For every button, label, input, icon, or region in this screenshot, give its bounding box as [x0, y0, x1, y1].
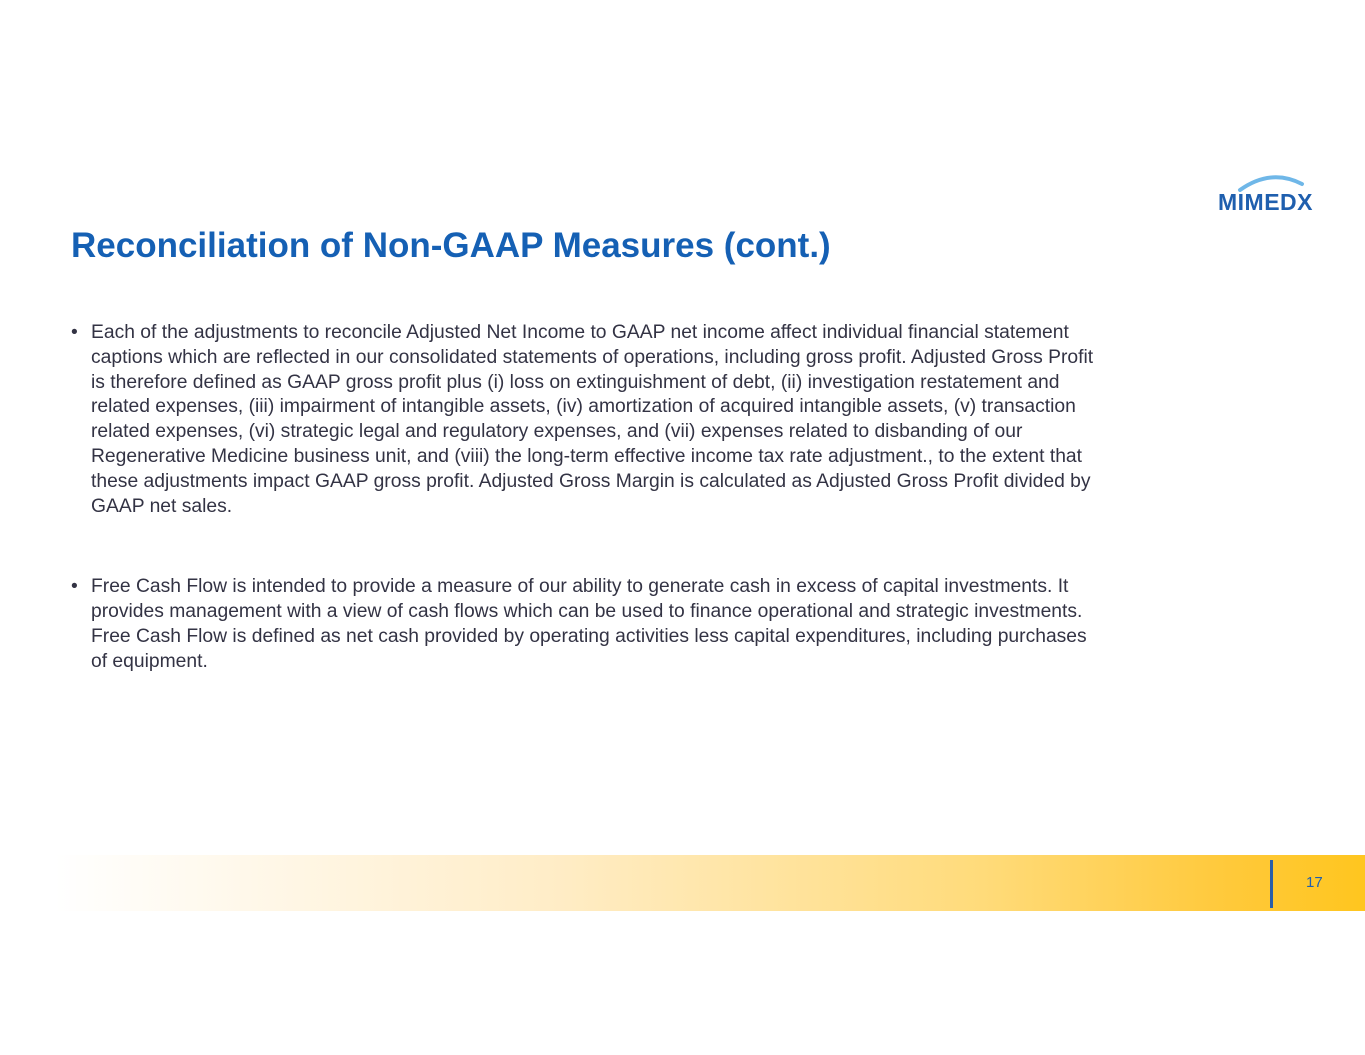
bullet-list	[71, 321, 1106, 675]
bullet-text: Each of the adjustments to reconcile Adjusted Net Income to GAAP net income affect individual financial statement captions which are reflected in our consolidated statements of operations, including gross profit. Adjusted Gross Profit is therefore defined as GAAP gross profit plus (i) loss on extinguishment of debt, (ii) investigation restatement and related expenses, (iii) impairment of intangible assets, (iv) amortization of acquired intangible assets, (v) transaction related expenses, (vi) strategic legal and regulatory expenses, and (vii) expenses related to disbanding of our Regenerative Medicine business unit, and (viii) the long-term effective income tax rate adjustment., to the extent that these adjustments impact GAAP gross profit. Adjusted Gross Margin is calculated as Adjusted Gross Profit divided by GAAP net sales.	[91, 322, 1094, 517]
bullet-marker: •	[71, 576, 78, 598]
bullet-marker: •	[71, 322, 78, 343]
page-title: Reconciliation of Non-GAAP Measures (cont.)	[71, 226, 831, 265]
page-number: 17	[1306, 874, 1323, 891]
logo-wordmark	[1218, 189, 1313, 216]
bullet-item-free-cash-flow	[71, 575, 1106, 674]
logo-text-x: X	[1297, 189, 1314, 215]
bullet-item-adjusted-gross-profit	[71, 321, 1106, 519]
mimedx-logo	[1218, 172, 1330, 216]
footer-divider	[1270, 860, 1273, 908]
bullet-text: Free Cash Flow is intended to provide a measure of our ability to generate cash in excess of capital investments. It provides management with a view of cash flows which can be used to finance operational and strategic investments. Free Cash Flow is defined as net cash provided by operating activities less capital expenditures, including purchases of equipment.	[91, 576, 1087, 672]
logo-text-main: MIMED	[1218, 189, 1298, 215]
footer-gradient-band	[0, 855, 1365, 911]
